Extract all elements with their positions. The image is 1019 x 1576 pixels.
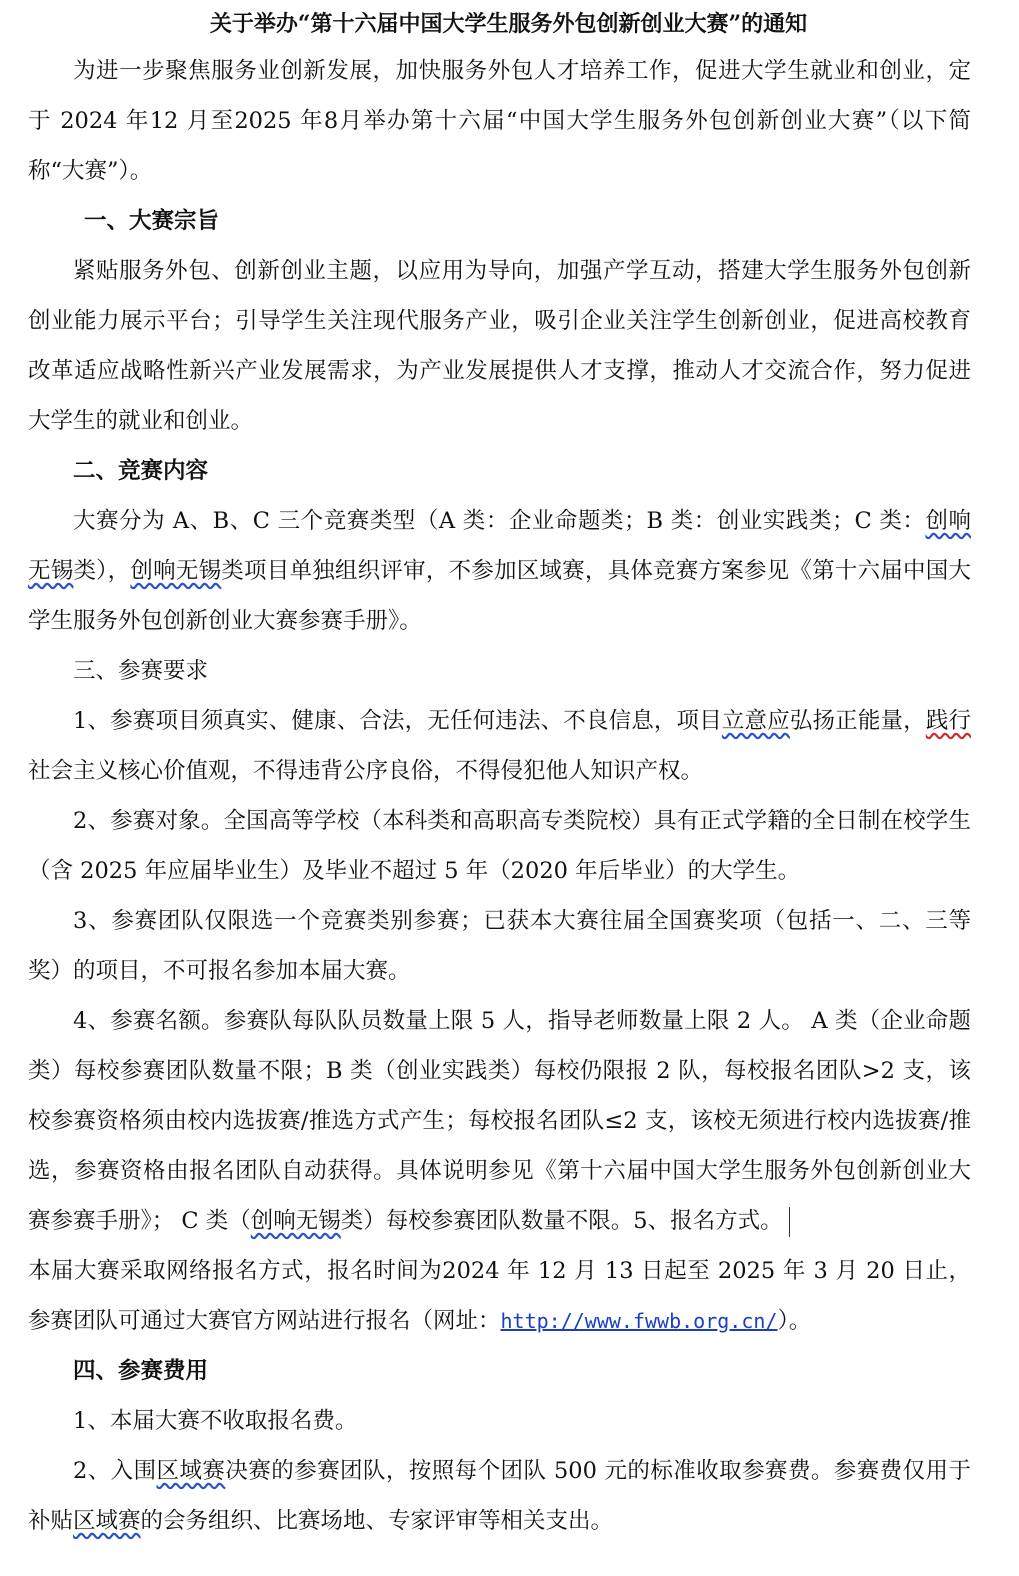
spellcheck-word: 区域赛 [156, 1458, 226, 1484]
section-1-heading: 一、大赛宗旨 [84, 208, 220, 234]
text-run: 决赛的参赛团队，按照每个团队 500 元的标准收取参赛费。参赛费仅用于补贴 [28, 1458, 971, 1534]
text-run: 类）每校参赛团队数量不限。5、报名方式。 [340, 1208, 783, 1234]
fee-item-1: 1、本届大赛不收取报名费。 [73, 1408, 358, 1434]
text-run: 2、入围 [73, 1458, 157, 1484]
spellcheck-word: 创响无锡 [130, 558, 222, 584]
text-run: 4、参赛名额。参赛队每队队员数量上限 5 人，指导老师数量上限 2 人。 A 类（企业命题类）每校参赛团队数量不限；B 类（创业实践类）每校仍限报 2 队，每校报名团队>2 支，该校参赛资格须由校内选拔赛/推选方式产生；每校报名团队≤2 支，该校无须进行校内选拔赛/推选，参赛资格由报名团队自动获得。具体说明参见《第十六届中国大学生服务外包创新创业大赛参赛手册》； C 类（ [28, 1008, 971, 1234]
text-run: 类）， [73, 558, 131, 584]
requirement-item-3: 3、参赛团队仅限选一个竞赛类别参赛；已获本大赛往届全国赛奖项（包括一、二、三等奖）的项目，不可报名参加本届大赛。 [28, 908, 971, 984]
text-run: 1、参赛项目须真实、健康、合法，无任何违法、不良信息，项目 [73, 708, 722, 734]
spellcheck-word: 创响无锡 [28, 508, 971, 584]
spellcheck-word: 区域赛 [73, 1508, 141, 1534]
section-1-text: 紧贴服务外包、创新创业主题，以应用为导向，加强产学互动，搭建大学生服务外包创新创业能力展示平台；引导学生关注现代服务产业，吸引企业关注学生创新创业，促进高校教育改革适应战略性新兴产业发展需求，为产业发展提供人才支撑，推动人才交流合作，努力促进大学生的就业和创业。 [28, 258, 971, 434]
spellcheck-word: 创响无锡 [250, 1208, 341, 1234]
spellcheck-word: 践行 [925, 708, 971, 734]
requirement-item-2: 2、参赛对象。全国高等学校（本科类和高职高专类院校）具有正式学籍的全日制在校学生（含 2025 年应届毕业生）及毕业不超过 5 年（2020 年后毕业）的大学生。 [28, 808, 971, 884]
section-2-text [28, 496, 971, 646]
fee-item-2 [28, 1446, 971, 1546]
spellcheck-word: 立意应 [721, 708, 790, 734]
text-run: 弘扬正能量， [789, 708, 926, 734]
text-run: ）。 [777, 1308, 812, 1334]
document-title: 关于举办“第十六届中国大学生服务外包创新创业大赛”的通知 [209, 11, 808, 37]
section-3-heading: 三、参赛要求 [73, 658, 209, 684]
requirement-item-1 [28, 696, 971, 796]
text-run: 的会务组织、比赛场地、专家评审等相关支出。 [140, 1508, 614, 1534]
text-run: 社会主义核心价值观，不得违背公序良俗，不得侵犯他人知识产权。 [28, 758, 704, 784]
text-run: 大赛分为 A、B、C 三个竞赛类型（A 类：企业命题类；B 类：创业实践类；C 类： [73, 508, 926, 534]
section-2-heading: 二、竞赛内容 [73, 458, 209, 484]
requirement-item-4 [28, 996, 971, 1246]
requirement-item-5 [28, 1246, 971, 1346]
intro-paragraph: 为进一步聚焦服务业创新发展，加快服务外包人才培养工作，促进大学生就业和创业，定于 2024 年12 月至2025 年8月举办第十六届“中国大学生服务外包创新创业大赛”（以下简称“大赛”）。 [28, 58, 971, 184]
text-run: 类项目单独组织评审，不参加区域赛，具体竞赛方案参见《第十六届中国大学生服务外包创新创业大赛参赛手册》。 [28, 558, 971, 634]
text-run: 本届大赛采取网络报名方式，报名时间为2024 年 12 月 13 日起至 2025 年 3 月 20 日止，参赛团队可通过大赛官方网站进行报名（网址： [28, 1258, 971, 1334]
text-cursor [789, 1207, 790, 1237]
section-4-heading: 四、参赛费用 [73, 1358, 209, 1384]
website-link[interactable]: http://www.fwwb.org.cn/ [500, 1309, 778, 1333]
